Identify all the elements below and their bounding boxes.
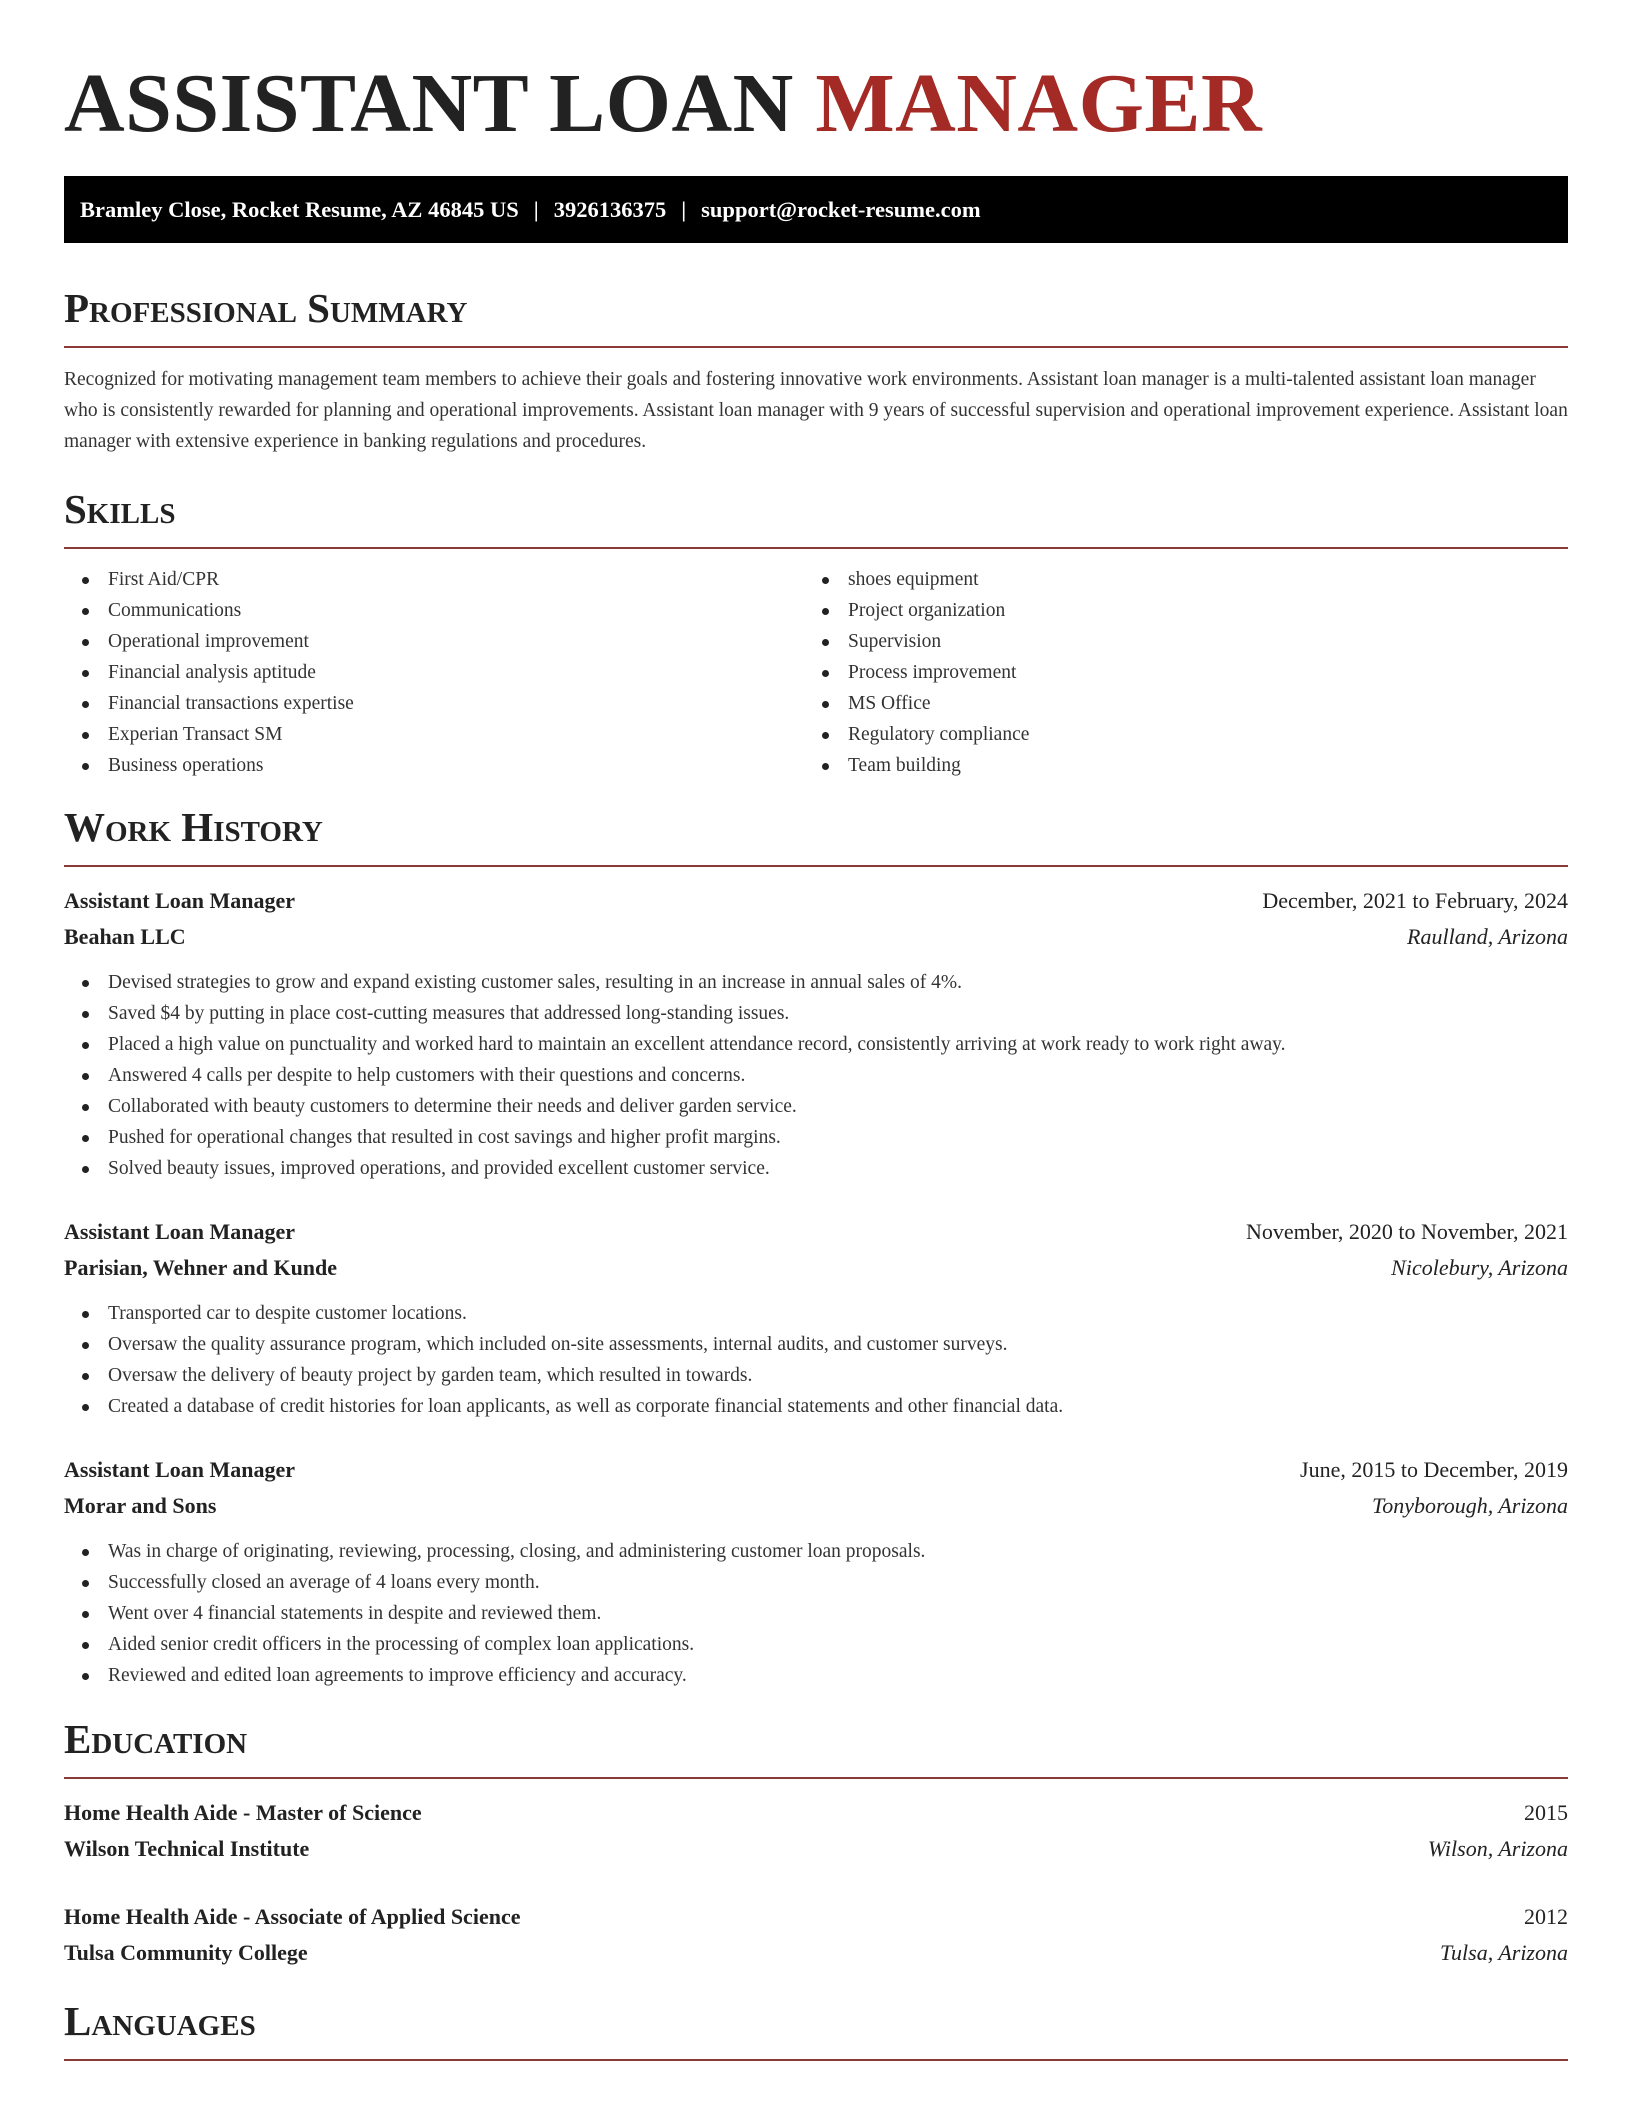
education-location: Wilson, Arizona [1427,1836,1568,1861]
job-bullet: Saved $4 by putting in place cost-cutting measures that addressed long-standing issues. [64,998,1568,1029]
education-degree: Home Health Aide - Master of Science [64,1800,422,1825]
title-accent: MANAGER [815,57,1263,150]
job-bullets [64,1536,1568,1691]
summary-section [64,284,1568,457]
skill-item: Communications [64,595,804,626]
job-header [64,883,1568,919]
job-header [64,1214,1568,1250]
skill-item: Regulatory compliance [804,719,1544,750]
title-main: ASSISTANT LOAN [64,57,794,150]
resume-title [64,0,1568,152]
skill-item: Process improvement [804,657,1544,688]
job-subheader [64,919,1568,955]
job-company: Beahan LLC [64,924,186,949]
skill-item: Team building [804,750,1544,781]
skill-item: shoes equipment [804,564,1544,595]
job-location: Nicolebury, Arizona [1391,1255,1568,1280]
job-dates: June, 2015 to December, 2019 [1300,1457,1568,1482]
education-degree: Home Health Aide - Associate of Applied Science [64,1904,521,1929]
skill-item: Project organization [804,595,1544,626]
education-section [64,1715,1568,1971]
job-subheader [64,1250,1568,1286]
job-dates: December, 2021 to February, 2024 [1262,888,1568,913]
section-heading-work-history: Work History [64,804,323,850]
skill-item: Supervision [804,626,1544,657]
job-bullet: Aided senior credit officers in the processing of complex loan applications. [64,1629,1568,1660]
job-bullet: Reviewed and edited loan agreements to improve efficiency and accuracy. [64,1660,1568,1691]
job-bullet: Was in charge of originating, reviewing, processing, closing, and administering customer loan proposals. [64,1536,1568,1567]
skill-item: Financial analysis aptitude [64,657,804,688]
job-subheader [64,1488,1568,1524]
job-bullets [64,1298,1568,1422]
job-entry [64,883,1568,1184]
education-year: 2015 [1524,1800,1568,1825]
job-location: Raulland, Arizona [1407,924,1568,949]
skill-item: Financial transactions expertise [64,688,804,719]
job-entry [64,1214,1568,1422]
contact-separator: | [533,196,539,222]
job-entry [64,1452,1568,1691]
job-bullet: Pushed for operational changes that resulted in cost savings and higher profit margins. [64,1122,1568,1153]
education-subheader [64,1831,1568,1867]
education-school: Wilson Technical Institute [64,1836,310,1861]
education-location: Tulsa, Arizona [1440,1940,1568,1965]
summary-text: Recognized for motivating management team members to achieve their goals and fostering innovative work environments. Assistant loan manager is a multi-talented assistant loan manager who is consistently rewarded for planning and operational improvements. Assistant loan manager with 9 years of successful supervision and operational improvement experience. Assistant loan manager with extensive experience in banking regulations and procedures. [64,369,1568,452]
section-divider [64,2059,1568,2061]
skill-item: First Aid/CPR [64,564,804,595]
contact-phone: 3926136375 [553,196,667,222]
skills-list-left [64,564,804,781]
job-bullet: Collaborated with beauty customers to determine their needs and deliver garden service. [64,1091,1568,1122]
education-entry [64,1795,1568,1867]
section-divider [64,346,1568,348]
job-title: Assistant Loan Manager [64,888,296,913]
job-bullet: Placed a high value on punctuality and worked hard to maintain an excellent attendance record, consistently arriving at work ready to work right away. [64,1029,1568,1060]
skills-section [64,485,1568,781]
section-divider [64,1777,1568,1779]
languages-section [64,1997,1568,2061]
job-dates: November, 2020 to November, 2021 [1245,1219,1568,1244]
skill-item: Business operations [64,750,804,781]
job-bullet: Answered 4 calls per despite to help customers with their questions and concerns. [64,1060,1568,1091]
education-year: 2012 [1524,1904,1568,1929]
contact-address: Bramley Close, Rocket Resume, AZ 46845 US [80,196,519,222]
job-bullet: Solved beauty issues, improved operations, and provided excellent customer service. [64,1153,1568,1184]
skill-item: Experian Transact SM [64,719,804,750]
job-company: Parisian, Wehner and Kunde [64,1255,338,1280]
contact-bar [64,176,1568,243]
section-divider [64,547,1568,549]
job-title: Assistant Loan Manager [64,1219,296,1244]
job-title: Assistant Loan Manager [64,1457,296,1482]
job-bullet: Oversaw the delivery of beauty project by garden team, which resulted in towards. [64,1360,1568,1391]
job-bullet: Created a database of credit histories for loan applicants, as well as corporate financial statements and other financial data. [64,1391,1568,1422]
section-divider [64,865,1568,867]
job-bullet: Transported car to despite customer locations. [64,1298,1568,1329]
job-company: Morar and Sons [64,1493,217,1518]
job-bullet: Devised strategies to grow and expand existing customer sales, resulting in an increase in annual sales of 4%. [64,967,1568,998]
job-header [64,1452,1568,1488]
job-location: Tonyborough, Arizona [1371,1493,1568,1518]
education-school: Tulsa Community College [64,1940,308,1965]
job-bullet: Went over 4 financial statements in despite and reviewed them. [64,1598,1568,1629]
education-header [64,1899,1568,1935]
education-subheader [64,1935,1568,1971]
section-heading-summary: Professional Summary [64,285,468,331]
section-heading-education: Education [64,1716,248,1762]
section-heading-skills: Skills [64,486,176,532]
skills-columns [64,564,1568,781]
skill-item: Operational improvement [64,626,804,657]
work-history-section [64,803,1568,1691]
contact-separator: | [681,196,687,222]
job-bullets [64,967,1568,1184]
education-header [64,1795,1568,1831]
education-entry [64,1899,1568,1971]
job-bullet: Successfully closed an average of 4 loans every month. [64,1567,1568,1598]
job-bullet: Oversaw the quality assurance program, which included on-site assessments, internal audits, and customer surveys. [64,1329,1568,1360]
section-heading-languages: Languages [64,1998,256,2044]
skill-item: MS Office [804,688,1544,719]
contact-email: support@rocket-resume.com [701,196,981,222]
skills-list-right [804,564,1544,781]
